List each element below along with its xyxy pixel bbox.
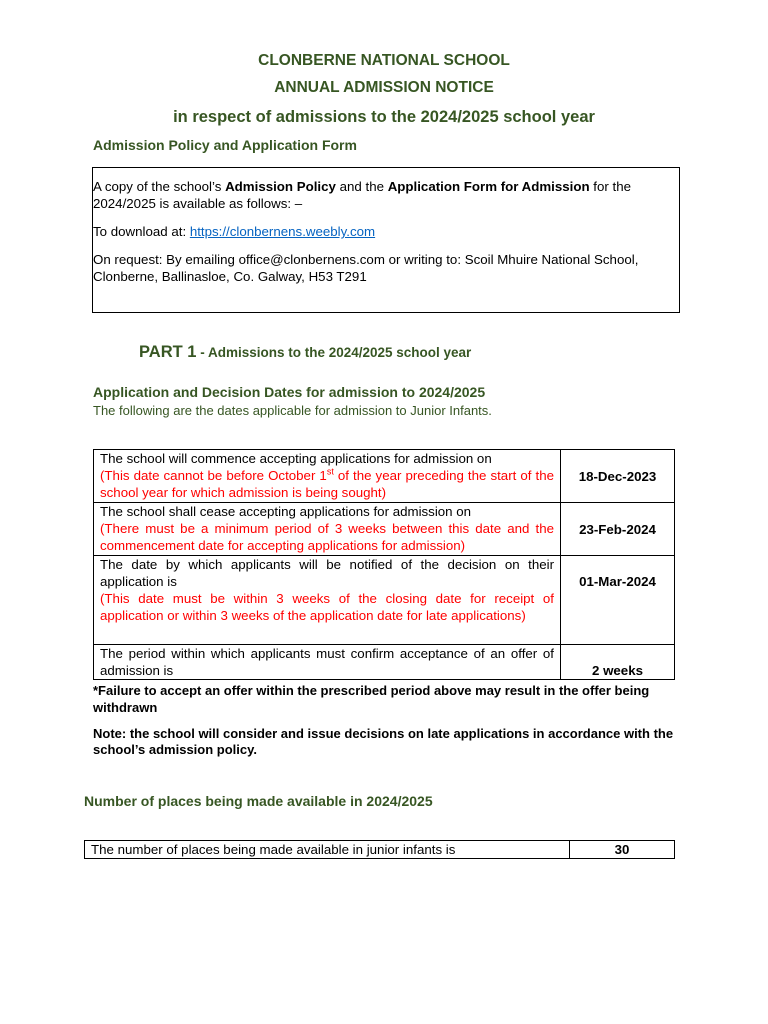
- download-label: To download at:: [93, 224, 190, 239]
- download-line: [93, 223, 375, 240]
- places-heading: Number of places being made available in 2024/2025: [84, 793, 433, 809]
- date-text: The school will commence accepting applications for admission on: [100, 451, 492, 466]
- policy-box: [92, 167, 680, 313]
- policy-intro: [93, 178, 677, 212]
- places-value: 30: [570, 841, 675, 859]
- date-description: [94, 503, 561, 556]
- date-note-post: of the year preceding the start of the school year for which admission is being sought): [100, 468, 554, 500]
- notice-subtitle: in respect of admissions to the 2024/2025 school year: [173, 108, 595, 126]
- date-text: The date by which applicants will be notified of the decision on their application is: [100, 557, 554, 589]
- policy-intro-text: A copy of the school’s: [93, 179, 226, 194]
- date-value: 23-Feb-2024: [561, 503, 675, 556]
- table-row: [94, 556, 675, 645]
- school-name: CLONBERNE NATIONAL SCHOOL: [258, 52, 510, 69]
- notice-title: ANNUAL ADMISSION NOTICE: [274, 79, 494, 96]
- places-label: The number of places being made available in junior infants is: [85, 841, 570, 859]
- late-applications-note: Note: the school will consider and issue decisions on late applications in accordance with the school’s admission policy.: [93, 726, 674, 757]
- table-row: [94, 645, 675, 680]
- date-description: The period within which applicants must confirm acceptance of an offer of admission is: [94, 645, 561, 680]
- date-note-sup: st: [326, 466, 334, 477]
- download-link[interactable]: https://clonbernens.weebly.com: [189, 224, 376, 239]
- policy-intro-mid: and the: [335, 179, 388, 194]
- places-table: [84, 840, 675, 859]
- table-row: [94, 503, 675, 556]
- part1-label: PART 1: [139, 343, 197, 361]
- date-value: 2 weeks: [561, 645, 675, 680]
- date-note: [100, 468, 554, 500]
- table-row: [85, 841, 675, 859]
- date-text: The school shall cease accepting applications for admission on: [100, 504, 472, 519]
- date-description: [94, 450, 561, 503]
- part1-heading: [139, 343, 471, 362]
- admission-policy-label: Admission Policy: [225, 179, 336, 194]
- failure-note: *Failure to accept an offer within the prescribed period above may result in the offer being withdrawn: [93, 683, 650, 715]
- date-note-pre: (This date cannot be before October 1: [100, 468, 327, 483]
- request-text: On request: By emailing office@clonbernens.com or writing to: Scoil Mhuire National School, Clonberne, Ballinasloe, Co. Galway, H53 T291: [93, 252, 639, 284]
- dates-table: [93, 449, 675, 680]
- table-row: [94, 450, 675, 503]
- date-note: (There must be a minimum period of 3 weeks between this date and the commencement date for accepting applications for admission): [100, 521, 554, 553]
- date-description: [94, 556, 561, 645]
- policy-heading: Admission Policy and Application Form: [93, 137, 357, 153]
- part1-title: - Admissions to the 2024/2025 school year: [196, 345, 472, 360]
- date-value: 01-Mar-2024: [561, 556, 675, 645]
- policy-intro-post: for the 2024/2025 is available as follows: –: [93, 179, 631, 211]
- date-note: (This date must be within 3 weeks of the closing date for receipt of application or within 3 weeks of the application date for late applications): [100, 591, 554, 623]
- date-value: 18-Dec-2023: [561, 450, 675, 503]
- application-form-label: Application Form for Admission: [387, 179, 590, 194]
- dates-subheading: The following are the dates applicable for admission to Junior Infants.: [93, 403, 492, 418]
- dates-heading: Application and Decision Dates for admission to 2024/2025: [93, 384, 486, 400]
